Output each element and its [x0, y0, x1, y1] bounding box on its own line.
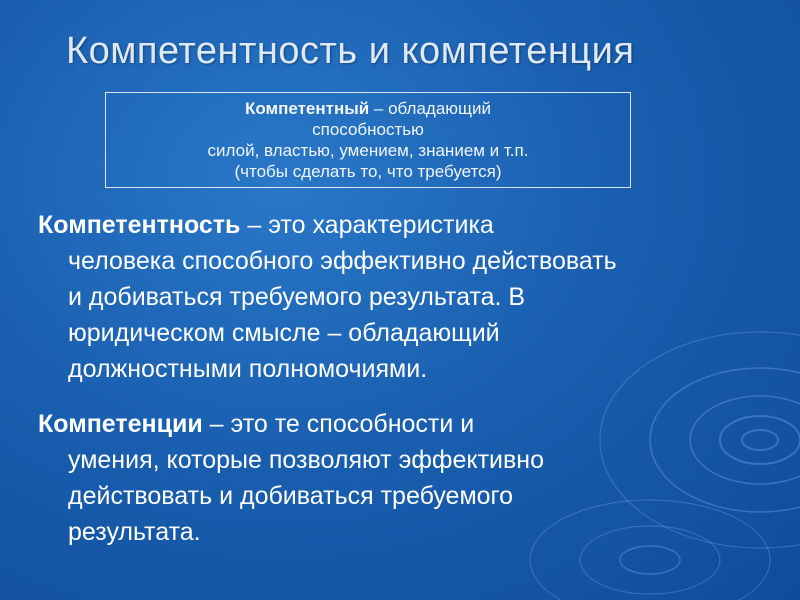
definition-line-4: (чтобы сделать то, что требуется) — [234, 162, 502, 181]
definition-term: Компетентный — [244, 99, 370, 118]
paragraph-first-line-rest: – это характеристика — [240, 211, 494, 239]
slide-title: Компетентность и компетенция — [66, 30, 635, 72]
definition-box — [105, 92, 631, 188]
paragraph-first-line — [38, 406, 778, 442]
paragraph-first-line — [38, 207, 778, 243]
paragraph-term: Компетентность — [38, 211, 241, 239]
paragraph-first-line-rest: – это те способности и — [202, 410, 475, 438]
paragraph-line: действовать и добиваться требуемого — [68, 482, 514, 510]
paragraph-line: результата. — [68, 518, 201, 546]
definition-line-2: способностью — [312, 120, 424, 139]
paragraph-line: и добиваться требуемого результата. В — [68, 283, 526, 311]
paragraph-line: юридическом смысле – обладающий — [68, 319, 500, 347]
paragraph-line: умения, которые позволяют эффективно — [68, 446, 545, 474]
paragraph-line: человека способного эффективно действовать — [68, 247, 617, 275]
definition-line-1-rest: – обладающий — [369, 99, 492, 118]
definition-line-1 — [106, 98, 630, 119]
paragraph-term: Компетенции — [38, 410, 203, 438]
paragraph-line: должностными полномочиями. — [68, 355, 428, 383]
paragraph-competence — [38, 207, 778, 387]
definition-line-3: силой, властью, умением, знанием и т.п. — [207, 141, 529, 160]
paragraph-competencies — [38, 406, 778, 550]
